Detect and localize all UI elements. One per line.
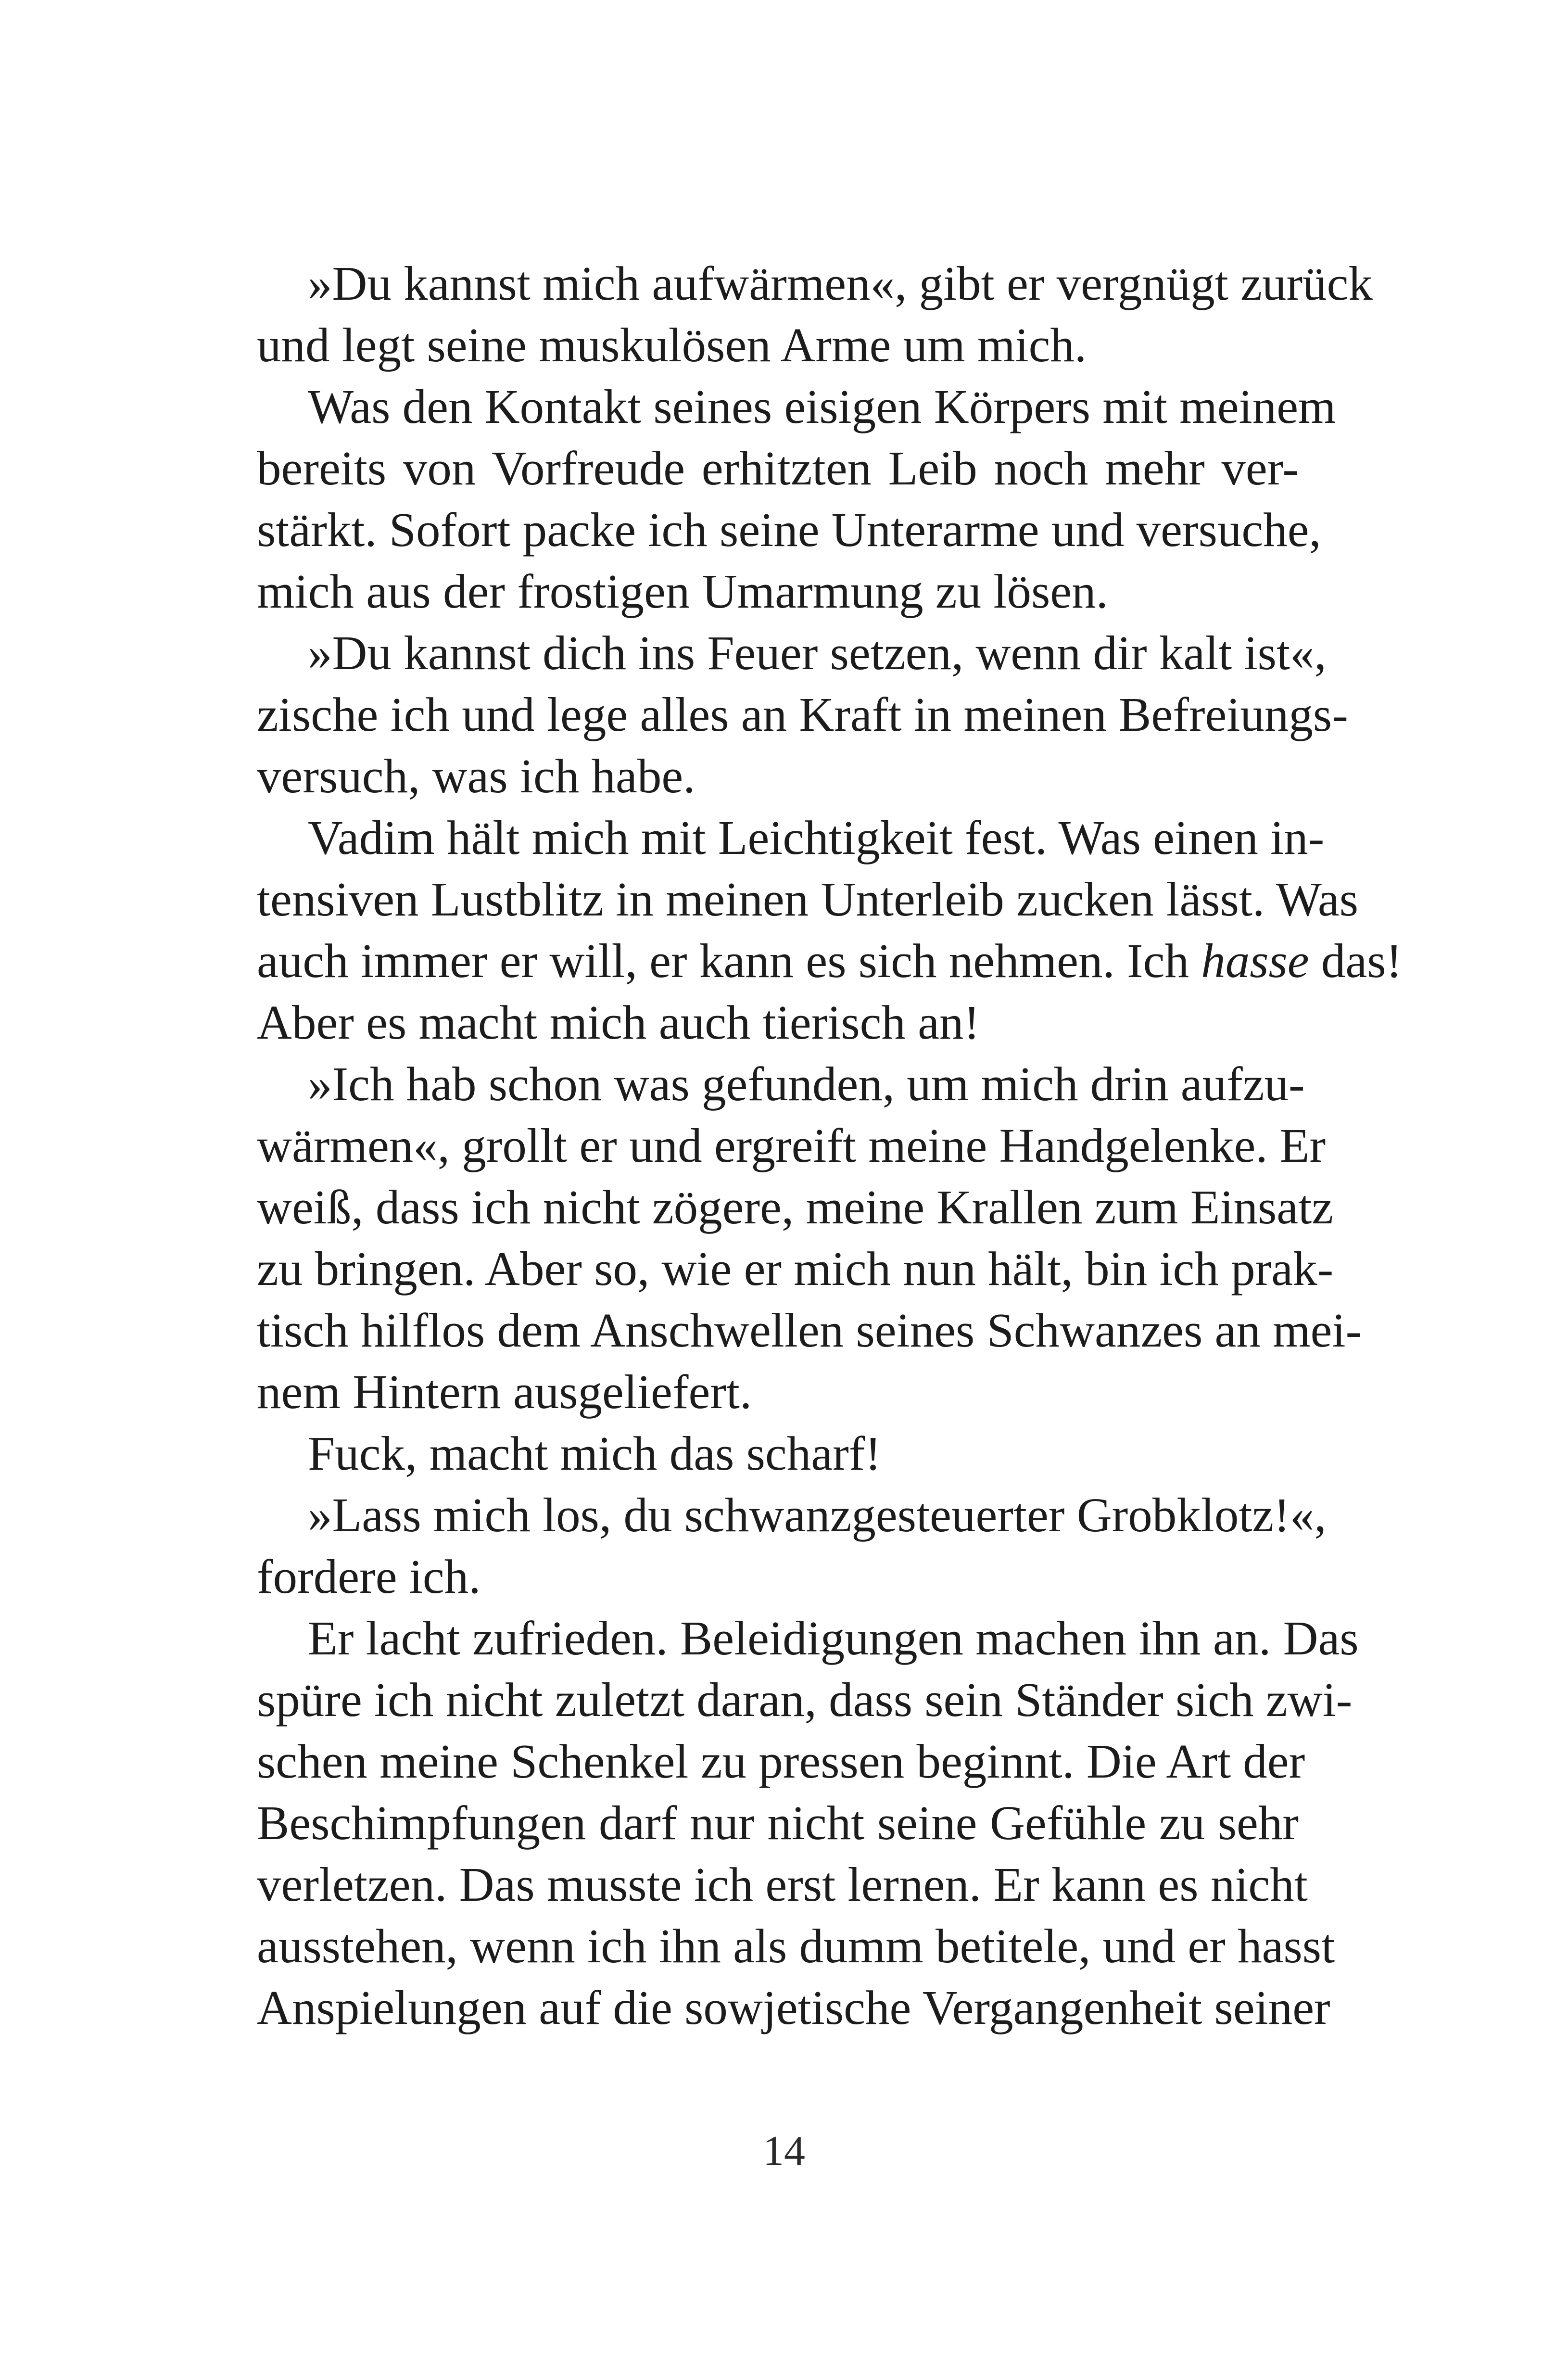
text-line: bereits von Vorfreude erhitzten Leib noch mehr ver- [257,441,1299,495]
text-line: tisch hilflos dem Anschwellen seines Schwanzes an mei- [257,1303,1362,1357]
text-line: zu bringen. Aber so, wie er mich nun hält, bin ich prak- [257,1242,1334,1296]
emphasized-word: hasse [1201,934,1309,988]
text-line: Was den Kontakt seines eisigen Körpers mit meinem [308,380,1336,433]
text-line: Beschimpfungen darf nur nicht seine Gefühle zu sehr [257,1796,1299,1850]
text-line: Anspielungen auf die sowjetische Vergangenheit seiner [257,1981,1330,2034]
text-line: tensiven Lustblitz in meinen Unterleib zucken lässt. Was [257,872,1359,926]
text-line: mich aus der frostigen Umarmung zu lösen. [257,564,1108,618]
text-line: »Ich hab schon was gefunden, um mich drin aufzu- [308,1057,1305,1111]
text-line: spüre ich nicht zuletzt daran, dass sein Ständer sich zwi- [257,1673,1353,1727]
text-line: und legt seine muskulösen Arme um mich. [257,318,1087,372]
text-segment: das! [1321,934,1403,988]
text-line: »Du kannst mich aufwärmen«, gibt er vergnügt zurück [308,256,1373,310]
text-line: Aber es macht mich auch tierisch an! [257,995,980,1049]
page-number: 14 [763,2128,805,2174]
text-line: wärmen«, grollt er und ergreift meine Handgelenke. Er [257,1118,1326,1172]
text-line: nem Hintern ausgeliefert. [257,1365,752,1419]
body-text [257,253,1403,2038]
text-line: ausstehen, wenn ich ihn als dumm betitele, und er hasst [257,1919,1335,1973]
text-line: weiß, dass ich nicht zögere, meine Krallen zum Einsatz [257,1180,1334,1234]
text-line: »Du kannst dich ins Feuer setzen, wenn dir kalt ist«, [308,626,1327,680]
text-line: versuch, was ich habe. [257,749,695,803]
text-line: Er lacht zufrieden. Beleidigungen machen ihn an. Das [308,1611,1359,1665]
text-line: »Lass mich los, du schwanzgesteuerter Grobklotz!«, [308,1488,1327,1542]
text-line: fordere ich. [257,1550,481,1603]
text-line: Fuck, macht mich das scharf! [308,1426,881,1480]
text-line: stärkt. Sofort packe ich seine Unterarme und versuche, [257,503,1321,557]
text-line: Vadim hält mich mit Leichtigkeit fest. Was einen in- [308,811,1325,864]
text-line: zische ich und lege alles an Kraft in meinen Befreiungs- [257,687,1348,741]
text-line: verletzen. Das musste ich erst lernen. Er kann es nicht [257,1857,1308,1911]
text-segment: auch immer er will, er kann es sich nehmen. Ich [257,934,1189,988]
text-line-with-emphasis [257,930,1403,991]
text-line: schen meine Schenkel zu pressen beginnt. Die Art der [257,1734,1305,1788]
